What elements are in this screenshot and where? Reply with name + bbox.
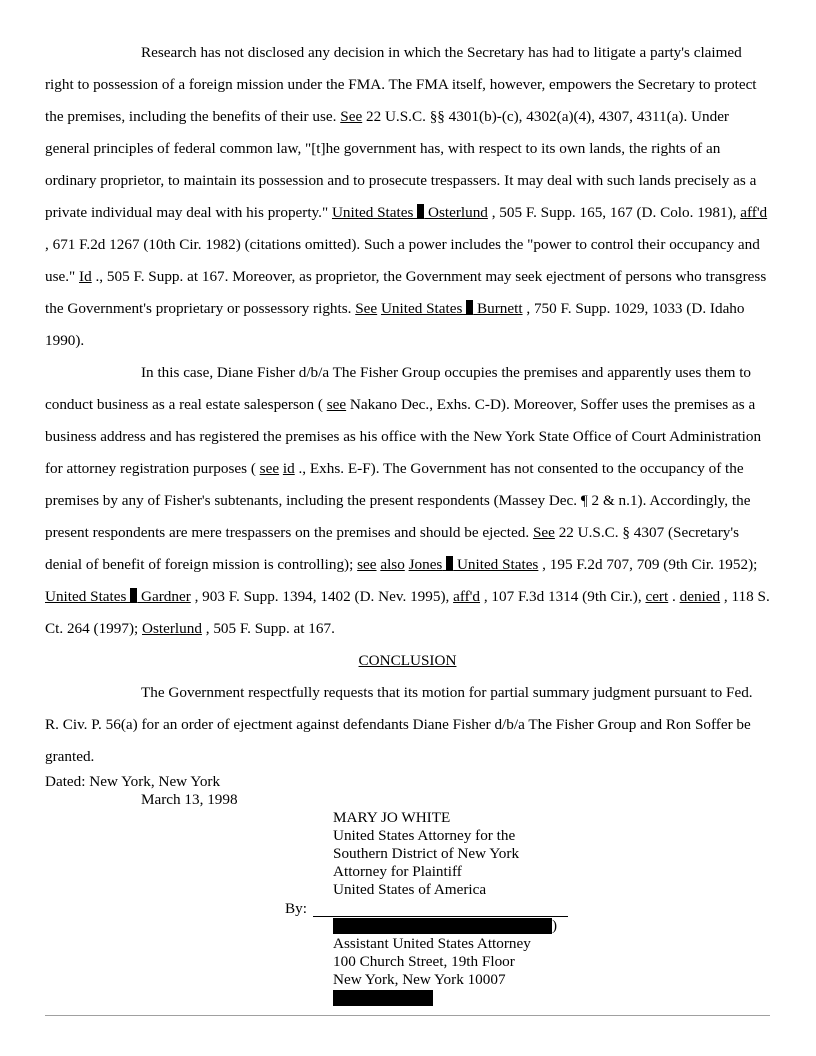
text: Research has not disclosed any decision in which the Secretary has had to litigate a party's claimed right to possession of a foreign mission under the FMA. The FMA itself, however, empowers the Secretary to protect the premises, including the benefits of their use. [45,44,757,125]
signer-title: United States of America [333,881,487,898]
text: , 505 F. Supp. 165, 167 (D. Colo. 1981), [487,204,741,221]
case-part: Osterlund [424,204,488,221]
text: 22 U.S.C. § 4307 (Secretary's denial of benefit of foreign mission is controlling); [45,524,740,573]
case-part: Jones [408,556,443,573]
paragraph-this-case [45,357,770,645]
affd: aff'd [740,204,768,221]
dated-block [45,773,238,809]
text: Nakano Dec., Exhs. C-D). Moreover, Soffer uses the premises as a business address and has registered the premises as his office with the New York State Office of Court Administration for attorney registration purposes ( [45,396,762,477]
page-bottom-rule [45,1015,770,1016]
text: In this case, Diane Fisher d/b/a The Fisher Group occupies the premises and apparently uses them to conduct business as a real estate salesperson ( [45,364,752,413]
signer-title: United States Attorney for the [333,827,516,844]
id-cite: Id [79,268,92,285]
text: , 118 S. Ct. 264 (1997); [45,588,770,637]
case-part: Burnett [473,300,523,317]
signal-see: See [340,108,363,125]
case-gardner [45,588,191,605]
signal-also: also [380,556,405,573]
case-part: United States [45,588,131,605]
text: , 107 F.3d 1314 (9th Cir.), [480,588,646,605]
affd: aff'd [453,588,481,605]
signal-see: see [357,556,377,573]
paragraph-fma-authority [45,37,770,357]
cert: cert [645,588,669,605]
text: . [668,588,680,605]
case-part: United States [380,300,467,317]
paragraph-conclusion: The Government respectfully requests that its motion for partial summary judgment pursuant to Fed. R. Civ. P. 56(a) for an order of ejectment against defendants Diane Fisher d/b/a The Fisher Group and Ron Soffer be granted. [45,684,753,765]
by-label: By: [285,900,307,917]
case-part: Gardner [137,588,191,605]
address-line: New York, New York 10007 [333,971,506,988]
case-osterlund [332,204,488,221]
attorney-role: Assistant United States Attorney [333,935,531,952]
signer-title: Southern District of New York [333,845,520,862]
signal-see: See [355,300,378,317]
attorney-block [333,935,531,989]
redaction-signature [333,918,552,934]
document-body [45,37,770,773]
case-part: United States [453,556,539,573]
case-osterlund-short: Osterlund [142,620,202,637]
redaction-phone [333,990,433,1006]
text: , 505 F. Supp. at 167. [201,620,335,637]
dated-date: March 13, 1998 [141,791,238,808]
signer-title: Attorney for Plaintiff [333,863,462,880]
id-cite: id [282,460,295,477]
signature-line [313,916,568,917]
case-jones [409,556,539,573]
dated-line: Dated: New York, New York [45,773,221,790]
text: ., Exhs. E-F). The Government has not consented to the occupancy of the premises by any of Fisher's subtenants, including the present respondents (Massey Dec. ¶ 2 & n.1). Accordingly, the present respondents are mere trespassers on the premises and should be ejected. [45,460,751,541]
case-burnett [381,300,523,317]
text: , 671 F.2d 1267 (10th Cir. 1982) (citations omitted). Such a power includes the "power to control their occupancy and use." [45,236,760,285]
text: , 903 F. Supp. 1394, 1402 (D. Nev. 1995), [190,588,454,605]
text: 22 U.S.C. §§ 4301(b)-(c), 4302(a)(4), 4307, 4311(a). Under general principles of federal common law, "[t]he government has, with respect to its own lands, the rights of an ordinary proprietor, to maintain its possession and to prosecute trespassers. It may deal with such lands precisely as a private individual may deal with his property." [45,108,757,221]
case-part: United States [331,204,418,221]
paren: ) [552,917,558,934]
signal-see: see [326,396,347,413]
signature-block [333,809,519,899]
conclusion-heading [45,645,770,677]
text: , 195 F.2d 707, 709 (9th Cir. 1952); [538,556,758,573]
heading-text: CONCLUSION [358,652,457,669]
address-line: 100 Church Street, 19th Floor [333,953,515,970]
text: , 750 F. Supp. 1029, 1033 (D. Idaho 1990). [45,300,745,349]
denied: denied [679,588,721,605]
signer-name: MARY JO WHITE [333,809,451,826]
signal-see: see [259,460,280,477]
text: ., 505 F. Supp. at 167. Moreover, as proprietor, the Government may seek ejectment of persons who transgress the Government's proprietary or possessory rights. [45,268,767,317]
signal-see: See [532,524,555,541]
